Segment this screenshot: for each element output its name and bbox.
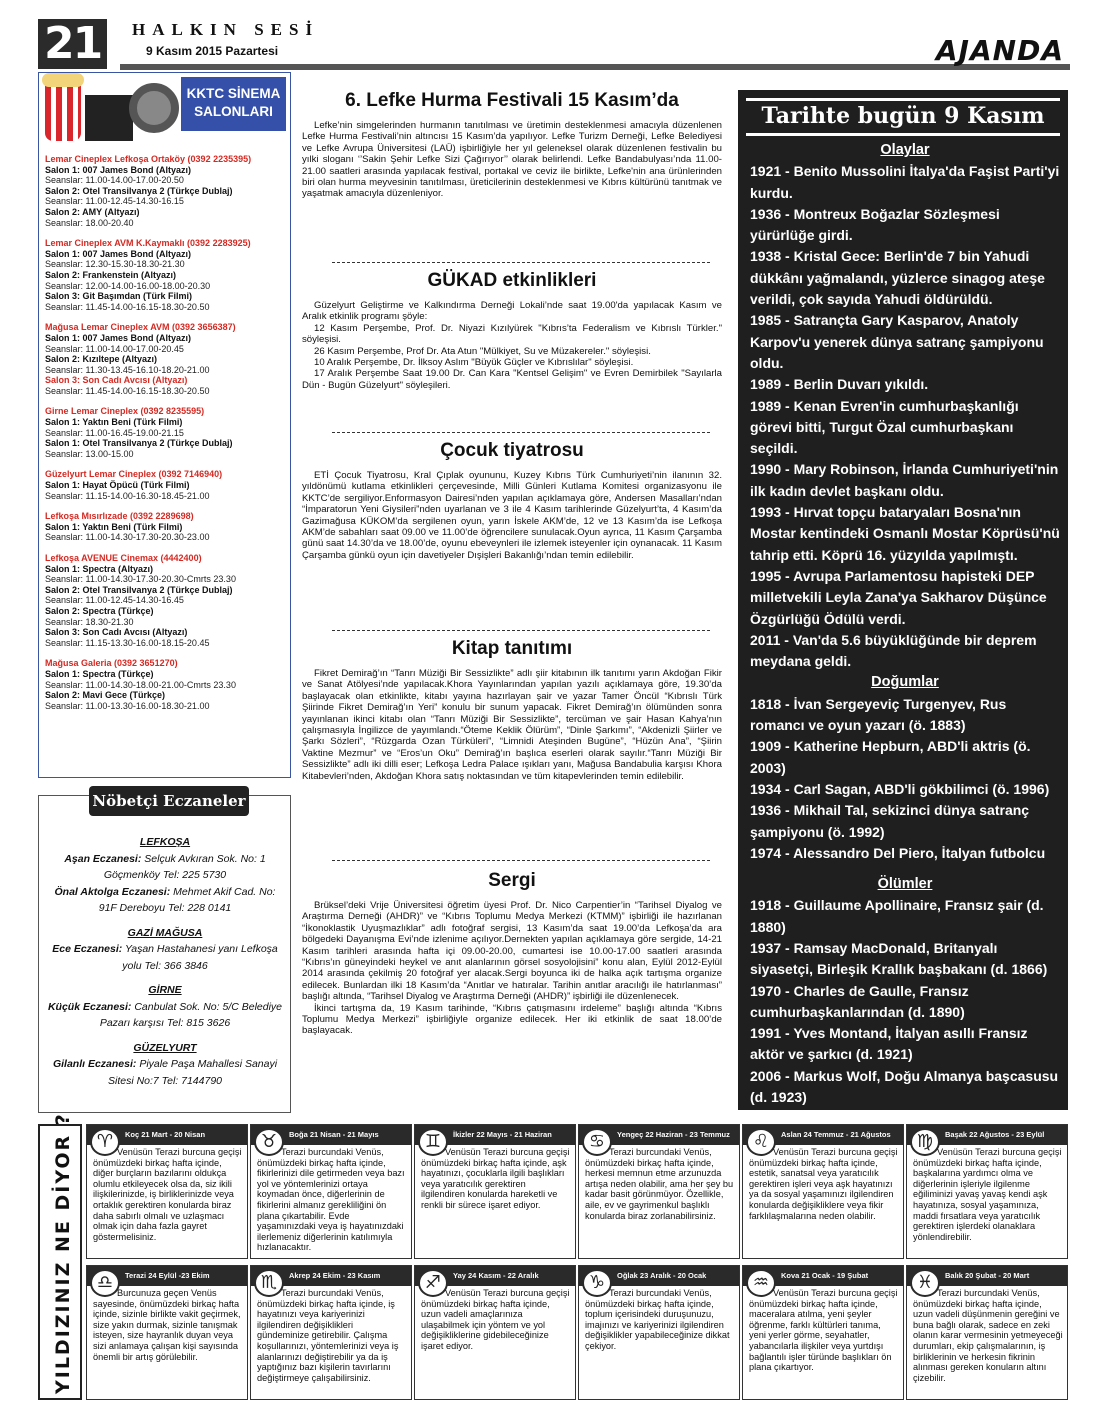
history-section-heading: Doğumlar [871,674,939,691]
article [302,638,722,782]
cinema-venue [45,238,290,312]
cinema-venue-list [45,154,290,721]
horoscope-sign-header: Başak 22 Ağustos - 23 Eylül [907,1125,1067,1145]
article [302,270,722,391]
pharmacy-address: Mehmet Akif Cad. No: 91F Dereboyu Tel: 228 0141 [98,885,276,914]
film-reel-icon [129,83,179,133]
article-paragraph: Güzelyurt Geliştirme ve Kalkındırma Derneği Lokali’nde saat 19.00'da yapılacak Kasım ve Aralık etkinlik programı şöyle: [302,300,722,323]
horoscope-sign [742,1124,904,1259]
pharmacy-city: GİRNE [148,984,182,996]
pharmacy-address: Selçuk Avkıran Sok. No: 1 Göçmenköy Tel: 225 5730 [103,852,266,881]
pharmacy-box [38,792,291,1113]
cinema-venue [45,511,290,543]
showtimes: Seanslar: 11.15-13.30-16.00-18.15-20.45 [45,637,210,648]
article-divider [332,432,710,433]
showtimes: Seanslar: 13.00-15.00 [45,448,134,459]
pharmacy-list [45,826,285,1089]
article-title: Sergi [488,870,536,891]
history-box [738,90,1068,1110]
article-divider [332,860,710,861]
showtimes: Seanslar: 11.00-14.30-17.30-20.30-Cmrts 23.30 [45,574,236,585]
article-divider [332,630,710,631]
zodiac-icon: ♑ [582,1269,612,1297]
pharmacy-entry [45,851,285,884]
zodiac-icon: ♌ [746,1128,776,1156]
articles-column [302,90,722,1110]
screen-title: Salon 1: Otel Transilvanya 2 (Türkçe Dublaj) [45,438,233,449]
horoscope-title: YILDIZINIZ NE DİYOR ? [52,1112,74,1394]
screen-title: Salon 3: Git Başımdan (Türk Filmi) [45,291,193,302]
screen-title: Salon 2: Otel Transilvanya 2 (Türkçe Dublaj) [45,185,233,196]
cinema-title-line1: KKTC SİNEMA [186,86,281,101]
showtimes: Seanslar: 11.00-14.00-17.00-20.50 [45,175,184,186]
history-section-heading: Olaylar [880,142,930,158]
history-item: 2006 - Markus Wolf, Doğu Almanya başcasusu (d. 1923) [750,1067,1059,1106]
zodiac-icon: ♐ [418,1269,448,1297]
issue-date: 9 Kasım 2015 Pazartesi [146,44,279,58]
cinema-listings [38,72,291,778]
history-item: 1974 - Alessandro Del Piero, İtalyan futbolcu [750,844,1046,861]
showtimes: Seanslar: 18.30-21.30 [45,616,134,627]
article-paragraph: İkinci tartışma da, 19 Kasım tarihinde, “Kıbrıs çatışmasını irdeleme” başlığı altında “Kıbrıs Toplumu Medya Merkezi” işbirliğiyle organize edilecek. Her iki etkinlik de saat 18.00’de başlayacak. [302,1002,722,1037]
zodiac-icon: ♓ [910,1269,940,1297]
zodiac-icon: ♊ [418,1128,448,1156]
pharmacy-city: GÜZELYURT [133,1041,197,1054]
zodiac-icon: ♎ [90,1269,120,1297]
history-item: 1909 - Katherine Hepburn, ABD'li aktris (ö. 2003) [750,738,1031,776]
horoscope-sign-header: İkizler 22 Mayıs - 21 Haziran [415,1125,575,1145]
pharmacy-title: Nöbetçi Eczaneler [89,786,249,816]
horoscope-sign-header: Kova 21 Ocak - 19 Şubat [743,1266,903,1286]
history-item: 1934 - Carl Sagan, ABD'li gökbilimci (ö. 1996) [750,780,1050,797]
screen-title: Salon 1: Yaktın Beni (Türk Filmi) [45,417,183,428]
history-item: 1936 - Montreux Boğazlar Sözleşmesi yürürlüğe girdi. [750,205,1000,244]
cinema-venue [45,469,290,501]
history-item: 1995 - Avrupa Parlamentosu hapisteki DEP milletvekili Leyla Zana'ya Sakharov Düşünce Özgürlüğü Ödülü verdi. [750,567,1047,627]
history-item: 1989 - Kenan Evren'in cumhurbaşkanlığı görevi bitti, Turgut Özal cumhurbaşkanı seçildi. [750,397,1019,457]
pharmacy-name: Aşan Eczanesi: [64,852,142,865]
history-item: 1937 - Ramsay MacDonald, Britanyalı siyasetçi, Birleşik Krallık başbakanı (d. 1866) [750,939,1048,978]
article-paragraph: 12 Kasım Perşembe, Prof. Dr. Niyazi Kızılyürek "Kıbrıs’ta Federalism ve Kıbrıslı Türkler." söyleşisi. [302,322,722,346]
horoscope-sign [250,1265,412,1400]
horoscope-text: Terazi burcundaki Venüs, önümüzdeki birkaç hafta içinde, uzun vadeli düşünmenin gereğini ve buna bağlı olarak, sadece en zeki olanın karar vermesinin yetmeyeceği durumları, ekip çalışmalarının, iş birliklerinin ve herkesin fikrinin alınması gereken konuların altını çizebilir. [913,1288,1063,1383]
cinema-venue [45,658,290,711]
article-paragraph: Lefke’nin simgelerinden hurmanın tanıtılması ve üretimin desteklenmesi amacıyla düzenlenen Lefke Hurma Festivali’nin altıncısı 15 Kasım’da yapılıyor. Lefke Turizm Derneği, Lefke Belediyesi ve Lefke Avrupa Üniversitesi (LAÜ) işbirliğiyle her yıl geleneksel olarak düzenlenen festivalin bu yılki sloganı ‘’Sakin Şehir Lefke Sizi Çağırıyor’’ olarak belirlendi. Lefke Bandabulyası’nda 11.00-21.00 saatleri arasında yapılacak festival, portakal ve ceviz ile birlikte, Lefke'nin ana ürünlerinden biri olan hurma meyvesinin tanıtılması, üreticilerinin desteklenmesi ve Kıbrıs kültürünü tanıtmak ve yaşatmak amacıyla düzenleniyor. [302,120,722,200]
horoscope-sign [906,1265,1068,1400]
horoscope-sign-header: Oğlak 23 Aralık - 20 Ocak [579,1266,739,1286]
zodiac-icon: ♉ [254,1128,284,1156]
newspaper-name: HALKIN SESİ [132,20,320,39]
clapperboard-icon [85,95,133,141]
pharmacy-entry [45,884,285,917]
cinema-venue-name: Mağusa Galeria (0392 3651270) [45,658,178,669]
horoscope-sign [414,1265,576,1400]
pharmacy-address: Canbulat Sok. No: 5/C Belediye Pazarı karşısı Tel: 815 3626 [99,1000,283,1029]
horoscope-text: Terazi burcundaki Venüs, önümüzdeki birkaç hafta içinde, fikirlerinizi dile getirmeden veya bazı yol ve yöntemlerinizi ortaya koymadan önce, diğerlerinin de fikirlerini almanız gerekliliğini ön plana çıkartabilir. Evde yaşamınızdaki veya iş hayatınızdaki ilerlemeniz diğerlerinin katılımıyla hızlanacaktır. [257,1147,405,1253]
screen-title: Salon 1: Yaktın Beni (Türk Filmi) [45,521,183,532]
cinema-venue [45,154,290,228]
horoscope-sign-header: Terazi 24 Eylül -23 Ekim [87,1266,247,1286]
cinema-venue-name: Lemar Cineplex Lefkoşa Ortaköy (0392 2235395) [45,154,252,164]
screen-title: Salon 1: Hayat Öpücü (Türk Filmi) [45,480,190,491]
zodiac-icon: ♈ [90,1128,120,1156]
history-item: 1993 - Hırvat topçu bataryaları Bosna'nın Mostar kentindeki Osmanlı Mostar Köprüsü'nü tahrip etti. Köprü 16. yüzyılda yapılmıştı. [750,504,1060,563]
pharmacy-name: Ece Eczanesi: [52,943,123,955]
pharmacy-name: Küçük Eczanesi: [47,1000,132,1013]
showtimes: Seanslar: 12.00-14.00-16.00-18.00-20.30 [45,280,211,291]
cinema-title-badge [181,77,286,131]
history-item: 1991 - Yves Montand, İtalyan asıllı Fransız aktör ve şarkıcı (d. 1921) [750,1025,1028,1063]
cinema-venue [45,322,290,396]
cinema-venue-name: Mağusa Lemar Cineplex AVM (0392 3656387) [45,322,236,333]
page-number: 21 [38,18,120,70]
article-paragraph: Fikret Demirağ’ın “Tanrı Müziği Bir Sessizlikte” adlı şiir kitabının ilk tanıtımı yarın Akdoğan Fikir ve Sanat Atölyesi’nde yapılacak.Khora Yayınlarından yapılan yazılı açıklamaya göre, 19.30’da başlayacak olan etkinlikte, kitabı yayına hazırlayan şair ve yazar Tamer Öncül “Kıbrıslı Türk Şiirinde Fikret Demirağ’ın Yeri” konulu bir sunum yapacak. Fikret Demirağ’ın ölümünden sonra yayınlanan ikinci kitabı olan “Tanrı Müziği Bir Sessizlikte”, tercüman ve şair Hasan Kahya’nın çalışmasıyla İngilizce de yayımlandı.“Öteme Keklik Ölürüm”, “Dinle Şarkımı”, “Akdenizli Şiirler ve Şarkı Sözleri”, “Rüzgarda Ozan Türküleri”, “Limnidi Ateşinden Bugüne”, “Hüzün Ana”, “Şiirin Vaktine Mezmur” ve “Eros’un Oku” Demirağ’ın başlıca eserleri olarak sayılır.“Tanrı Müziği Bir Sessizlikte” adlı iki dilli eser; Lefkoşa Ledra Palace ışıkları yanı, Mağusa Bandabulia karşısı Khora Kitabevleri’nden, Akdoğan Khora satış noktasından ve tüm kitapevlerinden temin edilebilir. [302,668,722,782]
history-item: 1985 - Satrançta Gary Kasparov, Anatoly Karpov'u yenerek dünya satranç şampiyonu oldu. [750,312,1044,371]
screen-title: Salon 2: Mavi Gece (Türkçe) [45,690,166,701]
horoscope-text: Burcunuza geçen Venüs sayesinde, önümüzdeki birkaç hafta içinde, sizinle birlikte vakit geçirmek, size yakın durmak, sizinle tanışmak isteyen, size hayranlık duyan veya sizi anlamaya çalışan kişi sayısında önemli bir artış görülebilir. [93,1288,241,1362]
horoscope-title-box [38,1112,82,1400]
screen-title: Salon 2: Kızıltepe (Altyazı) [45,354,158,365]
cinema-title-line2: SALONLARI [194,104,273,119]
screen-title: Salon 1: 007 James Bond (Altyazı) [45,164,192,175]
screen-title: Salon 2: Frankenstein (Altyazı) [45,269,177,280]
screen-title: Salon 2: AMY (Altyazı) [45,206,140,217]
horoscope-sign [250,1124,412,1259]
horoscope-text: Venüsün Terazi burcuna geçişi önümüzdeki birkaç hafta içinde, başkalarına yardımcı olma ve diğerlerinin işleriyle ilgilenme eğiliminizi yavaş yavaş kendi aşk hayatınıza, sosyal yaşamınıza, maddi fırsatlara veya yaratıcılık gerektiren işlerdeki olanaklara yönlendirebilir. [913,1147,1062,1242]
zodiac-icon: ♍ [910,1128,940,1156]
article-paragraph: 10 Aralık Perşembe, Dr. İlksoy Aslım "Büyük Güçler ve Kıbrıslılar" söyleşisi. [314,357,634,369]
screen-title: Salon 1: Spectra (Altyazı) [45,563,154,574]
showtimes: Seanslar: 11.00-14.30-17.30-20.30-23.00 [45,532,210,543]
horoscope-text: Terazi burcundaki Venüs, önümüzdeki birkaç hafta içinde, herkesi memnun etme arzunuzda artışa neden olabilir, ama her şey bu kadar basit görünmüyor. Özellikle, aile, ev ve gayrimenkul başlıklı konularda biraz zorlanabilirsiniz. [585,1147,734,1221]
screen-title: Salon 2: Spectra (Türkçe) [45,605,154,616]
screen-title: Salon 1: Spectra (Türkçe) [45,668,154,679]
history-item: 2011 - Van'da 5.6 büyüklüğünde bir deprem meydana geldi. [750,631,1037,670]
history-item: 1918 - Guillaume Apollinaire, Fransız şair (d. 1880) [750,897,1044,935]
cinema-venue [45,406,290,459]
pharmacy-city: LEFKOŞA [139,836,191,848]
zodiac-icon: ♏ [254,1269,284,1297]
pharmacy-entry [45,941,285,974]
horoscope-text: Venüsün Terazi burcuna geçişi önümüzdeki birkaç hafta içinde, maceralara atılma, yeni şeyler öğrenme, farklı kültürleri tanıma, yeni yerler görme, seyahatler, yabancılarla ilişkiler veya yurtdışı bağlantılı işler türünde başlıkları ön plana çıkartıyor. [749,1288,898,1373]
showtimes: Seanslar: 18.00-20.40 [45,217,134,228]
horoscope-sign-header: Yengeç 22 Haziran - 23 Temmuz [579,1125,739,1145]
history-section-heading: Ölümler [877,876,933,893]
article-paragraph: 17 Aralık Perşembe Saat 19.00 Dr. Can Kara "Kentsel Gelişim" ve Evren Demirbilek "Sayılarla Dün - Bugün Güzelyurt" söyleşileri. [302,368,722,391]
article-paragraph: ETİ Çocuk Tiyatrosu, Kral Çıplak oyununu, Kuzey Kıbrıs Türk Cumhuriyeti’nin ilanının 32. yıldönümü kutlama etkinlikleri çerçevesinde, Milli Günleri Kutlama Komitesi organizasyonu ile KKTC’de sergiliyor.Enformasyon Dairesi’nden yapılan açıklamaya göre, Andersen Masalları’ndan “İmparatorun Yeni Giysileri”nden uyarlanan ve 3 ile 4 Kasım tarihlerinde Güzelyurt’ta, 4 Kasım’da Gazimağusa KÜKOM’da sergilenen oyun, yarın İskele AKM’de, 12 ve 13 Kasım’da ise Lefkoşa AKM’de sabahları saat 09.00 ve 11.00’de öğrencilere sunulacak.Oyun ayrıca, 11 Kasım Çarşamba günü saat 14.30’da ve 18.00’de, oyunu ebeveynleri ile izlemek isteyenler için oynanacak. 11 Kasım Çarşamba günkü oyun için davetiyeler Dışişleri Bakanlığı’ndan temin edilebilir. [302,470,722,561]
screen-title: Salon 3: Son Cadı Avcısı (Altyazı) [45,375,188,386]
horoscope-sign [86,1265,248,1400]
history-item: 1989 - Berlin Duvarı yıkıldı. [750,376,929,393]
history-item: 1936 - Mikhail Tal, sekizinci dünya satranç şampiyonu (ö. 1992) [750,802,1030,840]
screen-title: Salon 1: 007 James Bond (Altyazı) [45,248,192,259]
showtimes: Seanslar: 11.15-14.00-16.30-18.45-21.00 [45,490,210,501]
article-title: 6. Lefke Hurma Festivali 15 Kasım’da [345,90,679,111]
horoscope-text: Terazi burcundaki Venüs, önümüzdeki birkaç hafta içinde, iş hayatınızı veya kariyerinizi ilgilendiren değişiklikleri gündeminize getirebilir. Çalışma koşullarınızı, yöntemlerinizi veya iş alanlarınızı değiştirebilir ya da iş yaptığınız bazı kişilerin tavırlarını değiştirmeye çalışabilirsiniz. [257,1288,399,1383]
horoscope-text: Venüsün Terazi burcuna geçişi önümüzdeki birkaç hafta içinde, estetik, sanatsal veya yaratıcılık gerektiren işleri veya aşk hayatınızı ya da sosyal yaşamınızı ilgilendiren konularda değişikliklere veya fikir farklılaşmalarına neden olabilir. [749,1147,898,1221]
history-item: 1818 - İvan Sergeyeviç Turgenyev, Rus romancı ve oyun yazarı (ö. 1883) [750,695,1007,734]
history-item: 1938 - Kristal Gece: Berlin'de 7 bin Yahudi dükkânı yağmalandı, yüzlerce sinagog ateşe verildi, çok sayıda Yahudi öldürüldü. [750,248,1045,308]
header-rule [120,64,1070,70]
cinema-venue-name: Girne Lemar Cineplex (0392 8235595) [45,406,205,417]
showtimes: Seanslar: 11.00-16.45-19.00-21.15 [45,427,184,438]
horoscope-sign [578,1124,740,1259]
horoscope-sign-header: Boğa 21 Nisan - 21 Mayıs [251,1125,411,1145]
cinema-venue-name: Lefkoşa AVENUE Cinemax (4442400) [45,553,202,563]
showtimes: Seanslar: 11.00-12.45-14.30-16.15 [45,196,184,207]
horoscope-text: Venüsün Terazi burcuna geçişi önümüzdeki birkaç hafta içinde, aşk hayatınızı, çocuklarla ilgili başlıkları veya yaratıcılık gerektiren ilgilendiren konularda hareketli ve renkli bir sürece işaret ediyor. [421,1147,570,1210]
showtimes: Seanslar: 11.00-12.45-14.30-16.45 [45,595,184,606]
horoscope-sign-header: Aslan 24 Temmuz - 21 Ağustos [743,1125,903,1145]
article-paragraph: 26 Kasım Perşembe, Prof Dr. Ata Atun "Mülkiyet, Su ve Müzakereler." söyleşisi. [314,345,651,357]
history-title: Tarihte bugün 9 Kasım [746,98,1060,136]
cinema-venue-name: Lefkoşa Mısırlızade (0392 2289698) [45,511,194,522]
cinema-venue-name: Güzelyurt Lemar Cineplex (0392 7146940) [45,469,223,480]
showtimes: Seanslar: 11.45-14.00-16.15-18.30-20.50 [45,301,210,312]
horoscope-sign [86,1124,248,1259]
article [302,90,722,200]
showtimes: Seanslar: 11.00-13.30-16.00-18.30-21.00 [45,700,210,711]
history-item: 1970 - Charles de Gaulle, Fransız cumhurbaşkanlarından (d. 1890) [750,982,969,1020]
screen-title: Salon 3: Son Cadı Avcısı (Altyazı) [45,627,188,638]
horoscope-sign-header: Akrep 24 Ekim - 23 Kasım [251,1266,411,1286]
showtimes: Seanslar: 11.30-13.45-16.10-18.20-21.00 [45,364,210,375]
article-divider [332,262,710,263]
history-item: 1921 - Benito Mussolini İtalya'da Faşist Parti'yi kurdu. [750,163,1060,201]
horoscope-text: Terazi burcundaki Venüs, önümüzdeki birkaç hafta içinde, toplum içerisindeki duruşunuzu, imajınızı ve kariyerinizi ilgilendiren değişiklikler yapabileceğinize dikkat çekiyor. [585,1288,730,1351]
showtimes: Seanslar: 11.00-14.00-17.00-20.45 [45,343,184,354]
pharmacy-entry [45,1056,285,1089]
article [302,870,722,1037]
horoscope-sign [414,1124,576,1259]
pharmacy-name: Gilanlı Eczanesi: [52,1058,137,1070]
history-item: 1990 - Mary Robinson, İrlanda Cumhuriyeti'nin ilk kadın devlet başkanı oldu. [750,461,1059,499]
horoscope-sign [578,1265,740,1400]
horoscope-text: Venüsün Terazi burcuna geçişi önümüzdeki birkaç hafta içinde, uzun vadeli amaçlarınıza ulaşabilmek için yöntem ve yol değişikliklerine gidebileceğinize işaret ediyor. [421,1288,570,1351]
horoscope-sign [742,1265,904,1400]
screen-title: Salon 2: Otel Transilvanya 2 (Türkçe Dublaj) [45,584,233,595]
zodiac-icon: ♒ [746,1269,776,1297]
screen-title: Salon 1: 007 James Bond (Altyazı) [45,332,192,343]
pharmacy-name: Önal Aktolga Eczanesi: [54,885,171,898]
pharmacy-city: GAZİ MAĞUSA [127,926,203,939]
history-list [750,140,1060,1108]
article-paragraph: Brüksel’deki Vrije Üniversitesi öğretim üyesi Prof. Dr. Nico Carpentier’in “Tarihsel Diyalog ve Araştırma Derneği (AHDR)” ve “Kıbrıs Toplumu Medya Merkezi (KTMM)” işbirliği ile hazırlanan “İkonoklastik Uyuşmazlıklar” adlı fotoğraf sergisi, 13 Kasım’da saat 19.00’da Lefkoşa’da ara bölgedeki Dayanışma Evi’nde izlenime açılıyor.Dernekten yapılan açıklamaya göre sergide, 14-21 Kasım tarihleri arasında hafta içi 09.00-20.00, cumartesi ise 10.00-17.00 saatleri arasında “Kıbrıs’ın güneyindeki heykel ve anıt alanlarının görsel sosyolojisini” konu alan, Eylül 2012-Eylül 2014 arasında çekilmiş 20 fotoğraf yer alacak.Sergi boyunca iki de halka açık tartışma organize edilecek. Bunlardan ilki 18 Kasım’da “Anıtlar ve hatıralar. Tarihin anıtlar aracılığı ile hatırlanması” başlığı altında, “Tarihsel Diyalog ve Araştırma Derneği (AHDR)” işbirliği ile düzenlenecek. [302,900,722,1003]
article [302,440,722,561]
article-title: Çocuk tiyatrosu [440,440,584,461]
pharmacy-address: Yaşan Hastahanesi yanı Lefkoşa yolu Tel: 366 3846 [122,943,278,972]
showtimes: Seanslar: 11.45-14.00-16.15-18.30-20.50 [45,385,210,396]
cinema-header [39,73,290,153]
popcorn-icon [45,81,81,141]
horoscope-section [38,1112,1068,1400]
pharmacy-address: Piyale Paşa Mahallesi Sanayi Sitesi No:7 Tel: 7144790 [107,1058,278,1087]
horoscope-sign-header: Koç 21 Mart - 20 Nisan [87,1125,247,1145]
horoscope-sign-header: Yay 24 Kasım - 22 Aralık [415,1266,575,1286]
cinema-venue-name: Lemar Cineplex AVM K.Kaymaklı (0392 2283925) [45,238,251,249]
horoscope-sign [906,1124,1068,1259]
section-title: AJANDA [935,34,1064,67]
article-title: Kitap tanıtımı [451,638,573,659]
horoscope-sign-header: Balık 20 Şubat - 20 Mart [907,1266,1067,1286]
zodiac-icon: ♋ [582,1128,612,1156]
article-title: GÜKAD etkinlikleri [427,270,597,291]
showtimes: Seanslar: 11.00-14.30-18.00-21.00-Cmrts 23.30 [45,679,236,690]
showtimes: Seanslar: 12.30-15.30-18.30-21.30 [45,259,185,270]
horoscope-text: Venüsün Terazi burcuna geçişi önümüzdeki birkaç hafta içinde, diğer burçların bazılarını oldukça olumlu etkileyecek olsa da, siz ikili ilişkilerinizde, iş birliklerinizde veya ortaklık gerektiren konularda biraz daha sabırlı olmalı ve uzlaşmacı olmak için daha fazla gayret göstermelisiniz. [93,1147,242,1242]
cinema-venue [45,553,290,648]
pharmacy-entry [45,999,285,1032]
